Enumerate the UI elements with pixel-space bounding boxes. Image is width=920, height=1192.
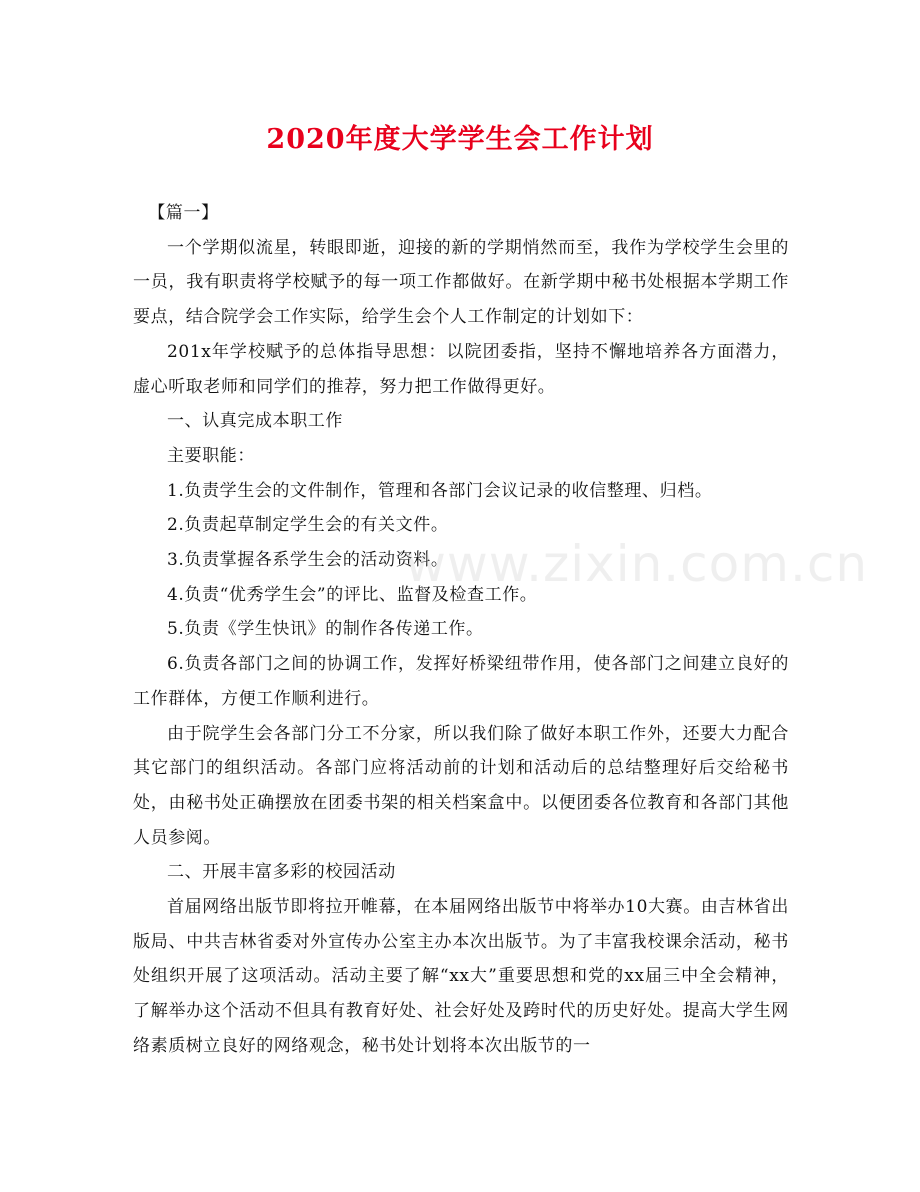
section-tag: 【篇一】 [148, 203, 219, 223]
list-item-duty-1: 1.负责学生会的文件制作，管理和各部门会议记录的收信整理、归档。 [167, 480, 713, 501]
watermark: www.zixin.com.cn [405, 535, 869, 593]
paragraph-cooperation: 由于院学生会各部门分工不分家，所以我们除了做好本职工作外，还要大力配合其它部门的组织活动。各部门应将活动前的计划和活动后的总结整理好后交给秘书处，由秘书处正确摆放在团委书架的相关档案盒中。以便团委各位教育和各部门其他人员参阅。 [133, 723, 789, 848]
heading-section-2: 二、开展丰富多彩的校园活动 [167, 862, 396, 883]
paragraph-intro: 一个学期似流星，转眼即逝，迎接的新的学期悄然而至，我作为学校学生会里的一员，我有职责将学校赋予的每一项工作都做好。在新学期中秘书处根据本学期工作要点，结合院学会工作实际，给学生会个人工作制定的计划如下： [133, 237, 789, 328]
list-item-duty-5: 5.负责《学生快讯》的制作各传递工作。 [167, 619, 484, 640]
paragraph-duties-label: 主要职能： [167, 445, 255, 466]
list-item-duty-3: 3.负责掌握各系学生会的活动资料。 [167, 550, 449, 571]
document-body [133, 196, 789, 1064]
paragraph-publishing-festival: 首届网络出版节即将拉开帷幕，在本届网络出版节中将举办10大赛。由吉林省出版局、中共吉林省委对外宣传办公室主办本次出版节。为了丰富我校课余活动，秘书处组织开展了这项活动。活动主要了解“xx大”重要思想和党的xx届三中全会精神，了解举办这个活动不但具有教育好处、社会好处及跨时代的历史好处。提高大学生网络素质树立良好的网络观念，秘书处计划将本次出版节的一 [133, 897, 789, 1056]
heading-section-1: 一、认真完成本职工作 [167, 411, 343, 432]
document-title: 2020年度大学学生会工作计划 [266, 124, 654, 155]
list-item-duty-6: 6.负责各部门之间的协调工作，发挥好桥梁纽带作用，使各部门之间建立良好的工作群体，方便工作顺利进行。 [133, 654, 789, 709]
list-item-duty-2: 2.负责起草制定学生会的有关文件。 [167, 515, 449, 536]
list-item-duty-4: 4.负责“优秀学生会”的评比、监督及检查工作。 [167, 584, 538, 605]
paragraph-guiding-thought: 201x年学校赋予的总体指导思想：以院团委指，坚持不懈地培养各方面潜力，虚心听取老师和同学们的推荐，努力把工作做得更好。 [133, 341, 789, 397]
